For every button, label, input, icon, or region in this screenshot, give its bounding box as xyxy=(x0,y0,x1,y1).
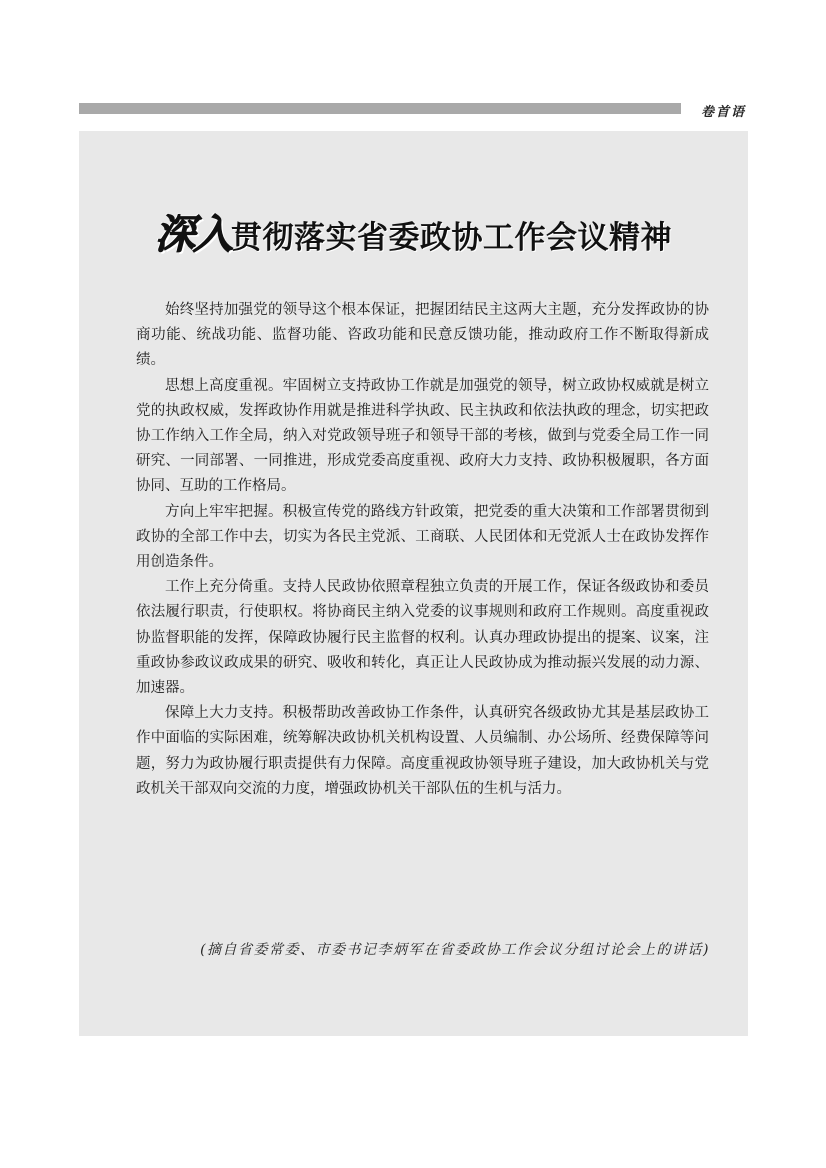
paragraph-work: 工作上充分倚重。支持人民政协依照章程独立负责的开展工作，保证各级政协和委员依法履行职责，行使职权。将协商民主纳入党委的议事规则和政府工作规则。高度重视政协监督职能的发挥，保障政协履行民主监督的权利。认真办理政协提出的提案、议案，注重政协参政议政成果的研究、吸收和转化，真正让人民政协成为推动振兴发展的动力源、加速器。 xyxy=(136,579,709,697)
paragraph-support: 保障上大力支持。积极帮助改善政协工作条件，认真研究各级政协尤其是基层政协工作中面临的实际困难，统筹解决政协机关机构设置、人员编制、办公场所、经费保障等问题，努力为政协履行职责提供有力保障。高度重视政协领导班子建设，加大政协机关与党政机关干部双向交流的力度，增强政协机关干部队伍的生机与活力。 xyxy=(136,705,709,797)
article-panel xyxy=(79,131,748,1036)
title-lead-calligraphy: 深入 xyxy=(155,211,231,258)
paragraph-direction: 方向上牢牢把握。积极宣传党的路线方针政策，把党委的重大决策和工作部署贯彻到政协的全部工作中去，切实为各民主党派、工商联、人民团体和无党派人士在政协发挥作用创造条件。 xyxy=(136,503,709,571)
paragraph-intro: 始终坚持加强党的领导这个根本保证，把握团结民主这两大主题，充分发挥政协的协商功能、统战功能、监督功能、咨政功能和民意反馈功能，推动政府工作不断取得新成绩。 xyxy=(136,302,709,369)
paragraph-thinking: 思想上高度重视。牢固树立支持政协工作就是加强党的领导，树立政协权威就是树立党的执政权威，发挥政协作用就是推进科学执政、民主执政和依法执政的理念，切实把政协工作纳入工作全局，纳入对党政领导班子和领导干部的考核，做到与党委全局工作一同研究、一同部署、一同推进，形成党委高度重视、政府大力支持、政协积极履职，各方面协同、互助的工作格局。 xyxy=(136,377,709,495)
section-label: 卷首语 xyxy=(700,105,746,120)
title-rest: 贯彻落实省委政协工作会议精神 xyxy=(231,220,672,256)
source-note: (摘自省委常委、市委书记李炳军在省委政协工作会议分组讨论会上的讲话) xyxy=(200,942,710,958)
header-rule xyxy=(79,103,681,114)
article-body xyxy=(136,298,709,802)
article-title xyxy=(79,203,748,260)
